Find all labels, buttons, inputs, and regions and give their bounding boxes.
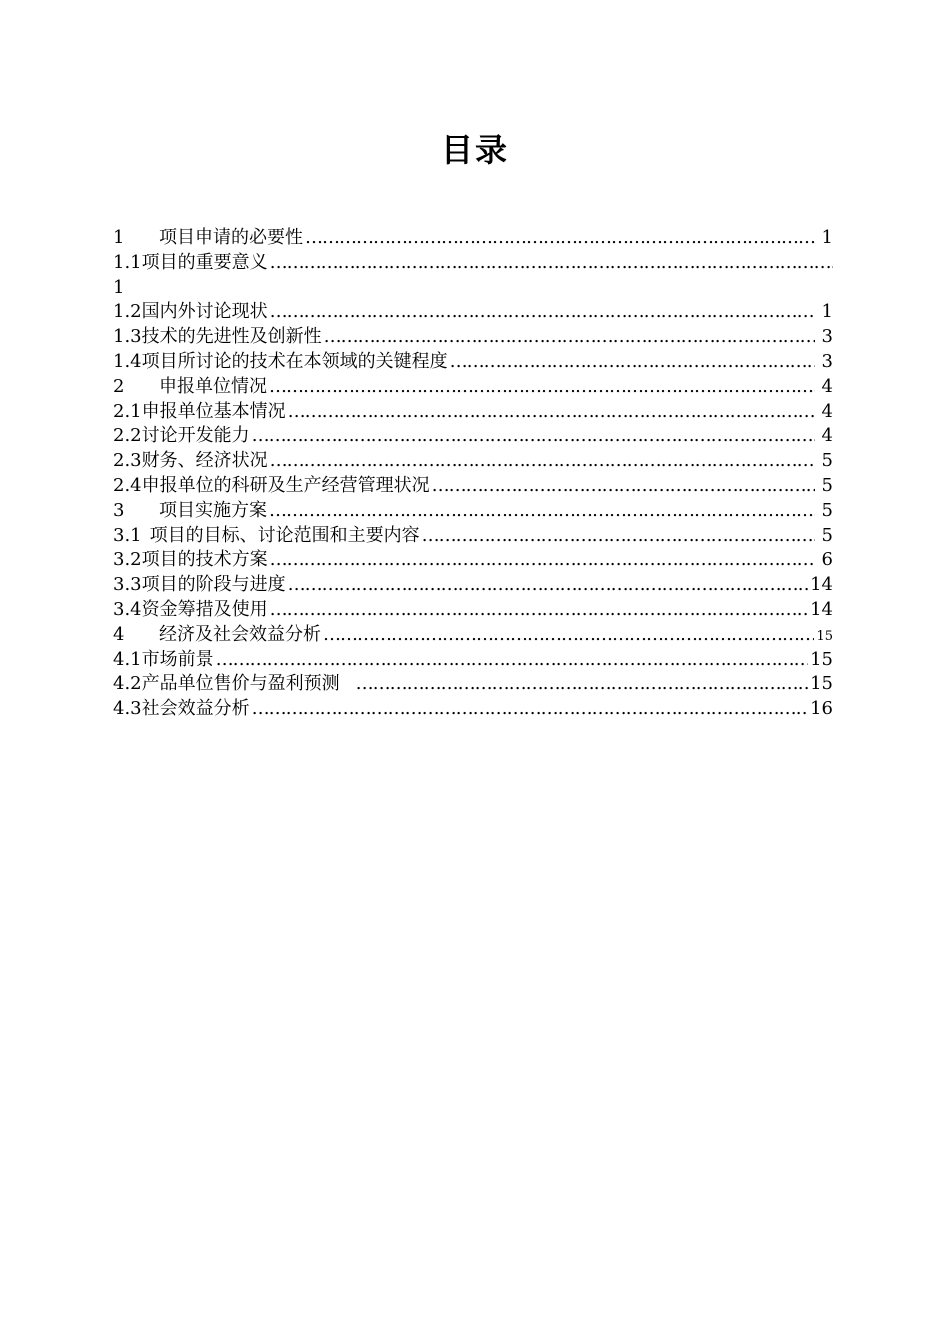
toc-entry-page: 16 bbox=[810, 698, 833, 720]
toc-entry-number: 2 bbox=[113, 375, 125, 397]
toc-entry[interactable] bbox=[113, 598, 835, 623]
toc-entry[interactable] bbox=[113, 449, 835, 474]
toc-entry-page: 3 bbox=[821, 350, 833, 372]
toc-entry[interactable] bbox=[113, 623, 835, 648]
toc-entry-title: 项目申请的必要性 bbox=[159, 227, 303, 248]
toc-entry[interactable] bbox=[113, 424, 835, 449]
toc-entry[interactable] bbox=[113, 400, 835, 425]
toc-leader-dots bbox=[252, 424, 815, 449]
toc-entry-title: 项目所讨论的技术在本领域的关键程度 bbox=[141, 350, 448, 372]
toc-entry-title: 资金筹措及使用 bbox=[141, 598, 268, 620]
toc-entry-number: 4.1 bbox=[113, 648, 142, 670]
toc-entry-title: 社会效益分析 bbox=[141, 698, 250, 720]
toc-leader-dots bbox=[323, 623, 814, 648]
toc-entry-page: 15 bbox=[810, 648, 833, 670]
toc-leader-dots bbox=[288, 400, 815, 425]
toc-leader-dots bbox=[305, 226, 815, 251]
toc-entry-title: 项目的目标、讨论范围和主要内容 bbox=[149, 524, 420, 546]
toc-entry-page: 3 bbox=[821, 326, 833, 348]
toc-entry-number: 1.3 bbox=[113, 326, 142, 348]
toc-entry-title: 申报单位的科研及生产经营管理状况 bbox=[141, 474, 430, 496]
toc-entry-page: 4 bbox=[821, 400, 833, 422]
toc-leader-dots bbox=[432, 474, 815, 499]
toc-entry-page: 14 bbox=[810, 574, 833, 596]
toc-leader-dots bbox=[252, 697, 808, 722]
toc-leader-dots bbox=[422, 524, 815, 549]
table-of-contents bbox=[113, 226, 835, 722]
toc-entry-title: 技术的先进性及创新性 bbox=[141, 326, 322, 348]
toc-entry-title: 项目实施方案 bbox=[159, 499, 267, 521]
toc-entry[interactable] bbox=[113, 697, 835, 722]
toc-entry[interactable] bbox=[113, 548, 835, 573]
toc-entry-number: 1.4 bbox=[113, 350, 142, 372]
toc-leader-dots bbox=[269, 499, 815, 524]
toc-entry-title: 申报单位情况 bbox=[159, 375, 267, 397]
toc-leader-dots bbox=[270, 300, 815, 325]
toc-entry-number: 2.2 bbox=[113, 425, 142, 447]
toc-entry-number: 3 bbox=[113, 499, 125, 521]
toc-entry-number: 4.3 bbox=[113, 698, 142, 720]
toc-entry[interactable] bbox=[113, 672, 835, 697]
toc-entry[interactable] bbox=[113, 350, 835, 375]
toc-entry-page: 6 bbox=[821, 549, 833, 571]
toc-entry-number: 1.1 bbox=[113, 251, 142, 273]
toc-entry-page: 5 bbox=[821, 524, 833, 546]
toc-entry-number: 3.3 bbox=[113, 574, 142, 596]
toc-entry-title: 项目的技术方案 bbox=[141, 549, 268, 571]
toc-entry-title: 经济及社会效益分析 bbox=[159, 623, 321, 645]
toc-leader-dots bbox=[270, 548, 815, 573]
toc-entry-number: 3.2 bbox=[113, 549, 142, 571]
toc-entry-title: 市场前景 bbox=[141, 648, 214, 670]
toc-leader-dots bbox=[270, 598, 808, 623]
toc-leader-dots bbox=[288, 573, 808, 598]
toc-entry-number: 4 bbox=[113, 623, 125, 645]
toc-entry-page: 5 bbox=[821, 499, 833, 521]
toc-entry-page: 4 bbox=[821, 375, 833, 397]
toc-entry-number: 4.2 bbox=[113, 673, 142, 695]
toc-leader-dots bbox=[324, 325, 815, 350]
toc-leader-dots bbox=[450, 350, 815, 375]
toc-entry-number: 2.3 bbox=[113, 450, 142, 472]
toc-entry-title: 国内外讨论现状 bbox=[141, 301, 268, 323]
toc-entry-number: 1.2 bbox=[113, 301, 142, 323]
toc-entry[interactable] bbox=[113, 300, 835, 325]
toc-entry-page: 1 bbox=[113, 276, 125, 298]
toc-entry-title: 产品单位售价与盈利预测 bbox=[141, 673, 340, 695]
toc-entry-title: 项目的重要意义 bbox=[141, 251, 268, 273]
toc-entry-number: 2.1 bbox=[113, 400, 142, 422]
toc-entry[interactable] bbox=[113, 226, 835, 251]
toc-entry-title: 财务、经济状况 bbox=[141, 450, 268, 472]
toc-entry-title: 讨论开发能力 bbox=[141, 425, 250, 447]
toc-leader-dots bbox=[216, 648, 808, 673]
toc-leader-dots bbox=[270, 251, 833, 276]
toc-title: 目录 bbox=[440, 131, 509, 169]
toc-entry-page: 1 bbox=[821, 301, 833, 323]
toc-entry[interactable] bbox=[113, 474, 835, 499]
toc-entry[interactable] bbox=[113, 524, 835, 549]
toc-entry[interactable] bbox=[113, 375, 835, 400]
toc-entry[interactable] bbox=[113, 251, 835, 276]
toc-entry[interactable] bbox=[113, 499, 835, 524]
toc-entry-title: 申报单位基本情况 bbox=[141, 400, 286, 422]
toc-leader-dots bbox=[356, 672, 808, 697]
toc-leader-dots bbox=[270, 449, 815, 474]
toc-entry-number: 1 bbox=[113, 227, 125, 248]
toc-entry-title: 项目的阶段与进度 bbox=[141, 574, 286, 596]
toc-entry-page: 1 bbox=[821, 227, 833, 248]
toc-entry-number: 3.1 bbox=[113, 524, 142, 546]
toc-entry-page: 5 bbox=[821, 474, 833, 496]
toc-entry[interactable] bbox=[113, 573, 835, 598]
toc-entry-number: 2.4 bbox=[113, 474, 142, 496]
toc-entry-page: 15 bbox=[810, 673, 833, 695]
toc-entry-page: 5 bbox=[821, 450, 833, 472]
toc-entry-page: 14 bbox=[810, 598, 833, 620]
toc-entry-number: 3.4 bbox=[113, 598, 142, 620]
toc-entry[interactable] bbox=[113, 325, 835, 350]
toc-leader-dots bbox=[269, 375, 815, 400]
toc-entry[interactable] bbox=[113, 648, 835, 673]
toc-entry-page: 4 bbox=[821, 425, 833, 447]
toc-entry-page: 15 bbox=[816, 628, 833, 644]
